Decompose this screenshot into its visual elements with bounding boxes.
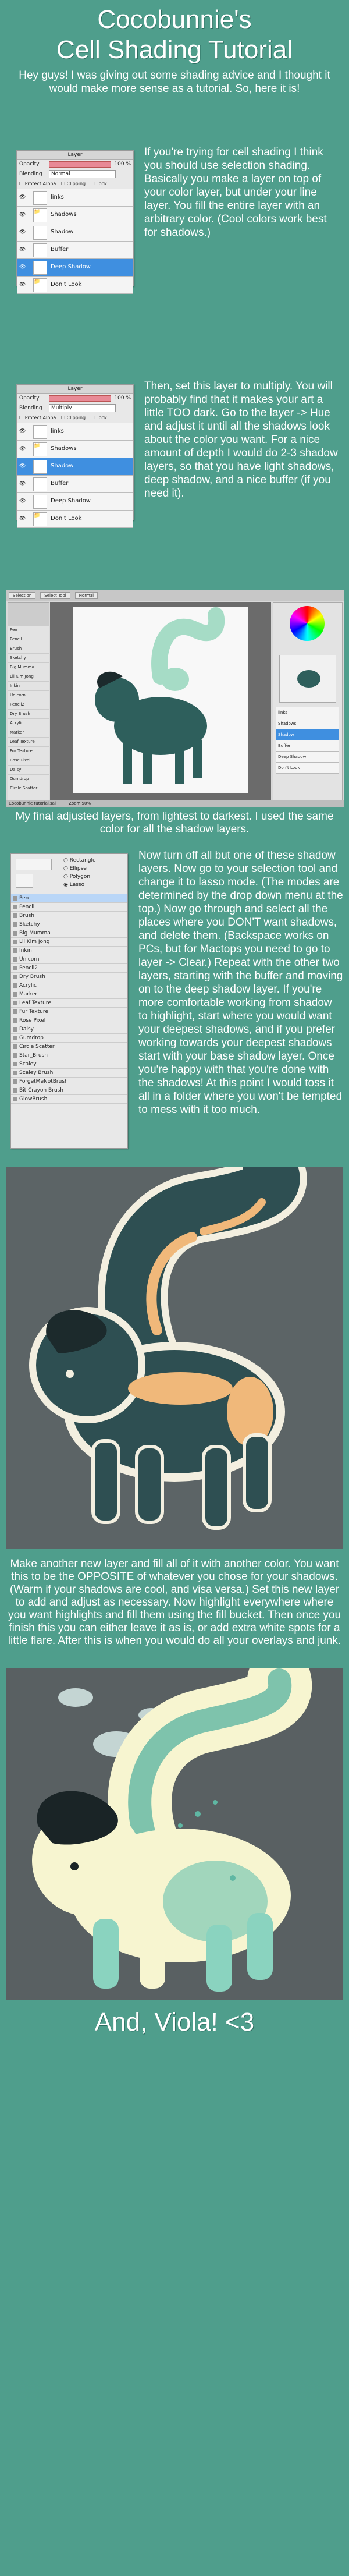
brush-icon xyxy=(13,1062,17,1066)
brush-icon xyxy=(13,1097,17,1101)
mini-brush-item[interactable]: Pencil2 xyxy=(8,700,49,710)
layer-name: Shadows xyxy=(51,445,77,452)
eye-icon[interactable]: 👁 xyxy=(19,212,26,218)
brush-label: Pen xyxy=(19,895,29,901)
brush-icon xyxy=(13,1053,17,1058)
layer-thumbnail xyxy=(33,460,47,474)
layer-name: links xyxy=(51,428,64,434)
options-row xyxy=(17,413,133,423)
brush-item[interactable] xyxy=(11,955,127,964)
brush-icon xyxy=(13,913,17,918)
layer-thumbnail: 📁 xyxy=(33,442,47,456)
pony-preview-image xyxy=(73,607,248,793)
step-1-text: If you're trying for cell shading I think you should use selection shading. Basically you make a layer on top of your color layer, but under your line layer. You fill the entire layer with an arbitrary color. (Cool colors work best for shadows.) xyxy=(144,146,327,239)
mini-layer-row[interactable]: Shadows xyxy=(276,718,339,729)
mini-brush-item[interactable]: Fur Texture xyxy=(8,747,49,756)
brush-icon xyxy=(13,983,17,988)
brush-item[interactable] xyxy=(11,1086,127,1095)
brush-item[interactable] xyxy=(11,938,127,947)
shadow-stage-artwork xyxy=(6,1167,343,1549)
panel-header: Layer xyxy=(17,151,133,160)
brush-label: Pencil2 xyxy=(19,965,38,971)
brush-icon xyxy=(13,1009,17,1014)
mini-brush-item[interactable]: Inkin xyxy=(8,682,49,691)
navigator-preview xyxy=(279,655,336,703)
title-line-2: Cell Shading Tutorial xyxy=(56,36,293,64)
brush-item[interactable] xyxy=(11,964,127,973)
pony-final-image xyxy=(6,1668,343,2000)
mini-layer-row[interactable]: links xyxy=(276,707,339,718)
brush-item[interactable] xyxy=(11,990,127,999)
brush-item[interactable] xyxy=(11,903,127,912)
status-text: Cocobunnie tutorial.sai xyxy=(9,801,56,806)
lock-checkbox[interactable]: ☐ Lock xyxy=(90,181,107,186)
protect-alpha-checkbox[interactable]: ☐ Protect Alpha xyxy=(19,181,56,186)
protect-alpha-checkbox[interactable]: ☐ Protect Alpha xyxy=(19,415,56,420)
layer-row[interactable] xyxy=(17,242,133,259)
opacity-slider[interactable] xyxy=(49,161,111,168)
brush-item[interactable] xyxy=(11,947,127,955)
brush-icon xyxy=(13,966,17,970)
brush-icon xyxy=(13,1071,17,1075)
blending-select[interactable]: Multiply xyxy=(49,404,116,412)
brush-icon xyxy=(13,1001,17,1005)
layer-row[interactable] xyxy=(17,277,133,294)
layer-name: Don't Look xyxy=(51,515,82,522)
brush-item[interactable] xyxy=(11,1034,127,1043)
eye-icon[interactable]: 👁 xyxy=(19,194,26,200)
layer-row[interactable] xyxy=(17,259,133,277)
layer-thumbnail xyxy=(33,477,47,491)
brush-item[interactable] xyxy=(11,1060,127,1069)
brush-label: Star_Brush xyxy=(19,1053,48,1058)
page-title xyxy=(0,5,349,65)
mini-brush-item[interactable]: Circle Scatter xyxy=(8,784,49,793)
app-toolbar xyxy=(6,590,344,601)
mini-brush-item[interactable]: Dry Brush xyxy=(8,710,49,719)
clipping-checkbox[interactable]: ☐ Clipping xyxy=(60,181,86,186)
mini-brush-item[interactable]: Daisy xyxy=(8,766,49,775)
layer-name: Shadow xyxy=(51,463,74,469)
brush-label: Sketchy xyxy=(19,922,40,927)
app-tab[interactable]: Normal xyxy=(75,592,98,599)
eye-icon[interactable]: 👁 xyxy=(19,247,26,253)
layer-row[interactable] xyxy=(17,224,133,242)
blending-label: Blending xyxy=(19,171,42,177)
pony-shadow-image xyxy=(6,1167,343,1549)
tools-sidebar xyxy=(8,602,49,804)
brush-item[interactable] xyxy=(11,1051,127,1060)
eye-icon[interactable]: 👁 xyxy=(19,264,26,270)
brush-icon xyxy=(13,948,17,953)
mini-brush-item[interactable]: Pencil xyxy=(8,635,49,644)
brush-item[interactable] xyxy=(11,920,127,929)
brush-item[interactable] xyxy=(11,1025,127,1034)
brush-icon xyxy=(13,1018,17,1023)
brush-label: Scaley xyxy=(19,1061,37,1067)
mini-layer-row[interactable]: Don't Look xyxy=(276,763,339,774)
canvas-document xyxy=(73,607,248,793)
layer-row[interactable] xyxy=(17,207,133,224)
mini-brush-item[interactable]: Lil Kim Jong xyxy=(8,672,49,682)
opacity-value: 100 % xyxy=(114,161,131,167)
layer-list xyxy=(17,423,133,528)
layers-caption: My final adjusted layers, from lightest to darkest. I used the same color for all the shadow layers. xyxy=(15,810,334,835)
brush-icon xyxy=(13,1036,17,1040)
layers-sidebar xyxy=(273,602,343,804)
brush-label: Big Mumma xyxy=(19,930,51,936)
layer-thumbnail xyxy=(33,261,47,275)
layer-thumbnail: 📁 xyxy=(33,208,47,222)
layer-thumbnail: 📁 xyxy=(33,278,47,292)
brush-icon xyxy=(13,1088,17,1093)
selection-mode-option[interactable]: ○ Ellipse xyxy=(63,866,87,871)
layer-thumbnail: 📁 xyxy=(33,512,47,526)
selection-mode-option[interactable]: ○ Rectangle xyxy=(63,858,96,863)
layer-row[interactable] xyxy=(17,476,133,493)
brush-icon xyxy=(13,931,17,936)
brush-item[interactable] xyxy=(11,929,127,938)
brush-icon xyxy=(13,896,17,901)
selection-mode-label: Ellipse xyxy=(69,866,87,871)
selection-mode-label: Polygon xyxy=(69,874,91,880)
brush-item[interactable] xyxy=(11,1078,127,1086)
brush-label: Daisy xyxy=(19,1026,34,1032)
mini-brush-item[interactable]: Unicorn xyxy=(8,691,49,700)
layer-name: Deep Shadow xyxy=(51,498,91,504)
brush-icon xyxy=(13,940,17,944)
brush-label: ForgetMeNotBrush xyxy=(19,1079,68,1085)
mini-brush-item[interactable]: Sketchy xyxy=(8,654,49,663)
step-4-text: Make another new layer and fill all of it with another color. You want this to be the OPPOSITE of whatever you chose for your shadows. (Warm if your shadows are cool, and visa versa.) Set this new layer to add and adjust as necessary. Now highlight everywhere where you want highlights and fill them using the fill bucket. Then once you finish this you can either leave it as is, or add extra white spots for a little flare. After this is when you would do all your overlays and junk. xyxy=(8,1558,341,1647)
brush-label: Gumdrop xyxy=(19,1035,44,1041)
brush-label: Brush xyxy=(19,913,34,919)
eye-icon[interactable]: 👁 xyxy=(19,428,26,434)
selection-tool-button[interactable] xyxy=(16,859,52,870)
eye-icon[interactable]: 👁 xyxy=(19,229,26,235)
selection-mode-option[interactable]: ○ Polygon xyxy=(63,874,91,880)
brush-icon xyxy=(13,922,17,927)
layer-panel-2 xyxy=(16,384,134,520)
mini-brush-item[interactable]: Acrylic xyxy=(8,719,49,728)
brush-icon xyxy=(13,992,17,997)
layer-row[interactable] xyxy=(17,458,133,476)
blending-label: Blending xyxy=(19,405,42,411)
layer-row[interactable] xyxy=(17,189,133,207)
opacity-label: Opacity xyxy=(19,395,40,401)
brush-label: Marker xyxy=(19,991,38,997)
layer-name: links xyxy=(51,194,64,200)
layer-thumbnail xyxy=(33,243,47,257)
brush-item[interactable] xyxy=(11,973,127,981)
layer-row[interactable] xyxy=(17,423,133,441)
options-row xyxy=(17,179,133,189)
layer-name: Shadows xyxy=(51,211,77,218)
brush-label: Leaf Texture xyxy=(19,1000,51,1006)
layer-thumbnail xyxy=(33,495,47,509)
layer-name: Buffer xyxy=(51,246,69,253)
title-line-1: Cocobunnie's xyxy=(97,5,252,34)
final-artwork xyxy=(6,1668,343,2000)
brush-label: Rose Pixel xyxy=(19,1018,46,1023)
zoom-label: Zoom 50% xyxy=(69,801,91,806)
selection-mode-label: Rectangle xyxy=(69,858,96,863)
brush-label: Bit Crayon Brush xyxy=(19,1087,63,1093)
brush-icon xyxy=(13,975,17,979)
eye-icon[interactable]: 👁 xyxy=(19,498,26,504)
color-wheel-icon[interactable] xyxy=(290,606,325,641)
panel-header: Layer xyxy=(17,385,133,394)
mini-brush-item[interactable]: Pen xyxy=(8,626,49,635)
app-tab[interactable]: Selection xyxy=(9,592,35,599)
brush-item[interactable] xyxy=(11,1008,127,1016)
layer-list xyxy=(17,189,133,294)
brush-label: Unicorn xyxy=(19,956,40,962)
mini-brush-item[interactable]: Rose Pixel xyxy=(8,756,49,766)
brush-icon xyxy=(13,1044,17,1049)
brush-label: Scaley Brush xyxy=(19,1070,54,1076)
brush-item[interactable] xyxy=(11,912,127,920)
opacity-row[interactable] xyxy=(17,394,133,403)
brush-label: GlowBrush xyxy=(19,1096,48,1102)
layer-panel-1 xyxy=(16,150,134,286)
layer-name: Deep Shadow xyxy=(51,264,91,270)
selection-mode-box xyxy=(11,854,127,894)
brush-item[interactable] xyxy=(11,1095,127,1104)
app-tab[interactable]: Select Tool xyxy=(40,592,70,599)
mini-brush-item[interactable]: Brush xyxy=(8,644,49,654)
mini-layer-row[interactable]: Shadow xyxy=(276,729,339,740)
layer-name: Shadow xyxy=(51,229,74,235)
opacity-label: Opacity xyxy=(19,161,40,167)
tools-panel xyxy=(10,853,128,1149)
clipping-checkbox[interactable]: ☐ Clipping xyxy=(60,415,86,420)
mini-brush-item[interactable]: Leaf Texture xyxy=(8,738,49,747)
mini-layer-row[interactable]: Buffer xyxy=(276,740,339,752)
layer-row[interactable] xyxy=(17,493,133,511)
mini-brush-item[interactable]: Gumdrop xyxy=(8,775,49,784)
brush-label: Dry Brush xyxy=(19,974,45,980)
blending-row[interactable] xyxy=(17,169,133,179)
brush-label: Acrylic xyxy=(19,983,37,988)
paint-app-screenshot xyxy=(6,590,344,807)
brush-label: Pencil xyxy=(19,904,35,910)
intro-text: Hey guys! I was giving out some shading advice and I thought it would make more sense as a tutorial. So, here it is! xyxy=(19,69,330,95)
brush-item[interactable] xyxy=(11,1043,127,1051)
opacity-row[interactable] xyxy=(17,160,133,169)
canvas-area[interactable] xyxy=(50,602,271,800)
eye-icon[interactable]: 👁 xyxy=(19,282,26,288)
brush-icon xyxy=(13,905,17,909)
layer-row[interactable] xyxy=(17,511,133,528)
brush-item[interactable] xyxy=(11,1069,127,1078)
brush-label: Inkin xyxy=(19,948,32,954)
selection-mode-option[interactable]: ◉ Lasso xyxy=(63,882,85,888)
brush-icon xyxy=(13,1079,17,1084)
eye-icon[interactable]: 👁 xyxy=(19,481,26,487)
selection-mode-label: Lasso xyxy=(69,882,85,888)
blending-row[interactable] xyxy=(17,403,133,413)
brush-label: Fur Texture xyxy=(19,1009,48,1015)
layer-name: Don't Look xyxy=(51,281,82,288)
brush-item[interactable] xyxy=(11,894,127,903)
layer-row[interactable] xyxy=(17,441,133,458)
brush-item[interactable] xyxy=(11,1016,127,1025)
layer-thumbnail xyxy=(33,425,47,439)
layer-thumbnail xyxy=(33,226,47,240)
brush-label: Circle Scatter xyxy=(19,1044,55,1050)
lock-checkbox[interactable]: ☐ Lock xyxy=(90,415,107,420)
step-2-text: Then, set this layer to multiply. You will probably find that it makes your art a little TOO dark. Go to the layer -> Hue and adjust it until all the shadows look about the color you want. For a nice amount of depth I would do 2-3 shadow layers, so that you have light shadows, deep shadow, and a nice buffer (if you need it). xyxy=(144,380,338,499)
finale-text: And, Viola! <3 xyxy=(94,2008,255,2036)
mini-brush-item[interactable]: Marker xyxy=(8,728,49,738)
eye-icon[interactable]: 👁 xyxy=(19,463,26,469)
blending-select[interactable]: Normal xyxy=(49,170,116,178)
brush-item[interactable] xyxy=(11,981,127,990)
opacity-value: 100 % xyxy=(114,395,131,401)
status-bar xyxy=(6,800,344,807)
layer-thumbnail xyxy=(33,191,47,205)
brush-icon xyxy=(13,957,17,962)
opacity-slider[interactable] xyxy=(49,395,111,402)
eye-icon[interactable]: 👁 xyxy=(19,516,26,522)
mini-layer-row[interactable]: Deep Shadow xyxy=(276,752,339,763)
brush-list xyxy=(11,894,127,1104)
brush-item[interactable] xyxy=(11,999,127,1008)
brush-icon xyxy=(13,1027,17,1032)
step-3-text: Now turn off all but one of these shadow layers. Now go to your selection tool and change it to lasso mode. (The modes are determined by the drop down menu at the top.) Now go through and select all the places where you DON'T want shadows, and delete them. (Backspace works on PCs, but for Mactops you need to go to layer -> Clear.) Repeat with the other two layers, starting with the buffer and moving on to the deep shadow layer. If you're more comfortable working from shadow to highlight, start where you would want your deepest shadows, and if you prefer working towards your deepest shadows start with your base shadow layer. Once you're happy with that you're done with the shadows! At this point I would toss it all in a folder where you won't be tempted to mess with it too much. xyxy=(138,849,343,1116)
lasso-icon[interactable] xyxy=(16,874,33,888)
brush-label: Lil Kim Jong xyxy=(19,939,50,945)
eye-icon[interactable]: 👁 xyxy=(19,446,26,452)
layer-name: Buffer xyxy=(51,480,69,487)
mini-brush-item[interactable]: Big Mumma xyxy=(8,663,49,672)
